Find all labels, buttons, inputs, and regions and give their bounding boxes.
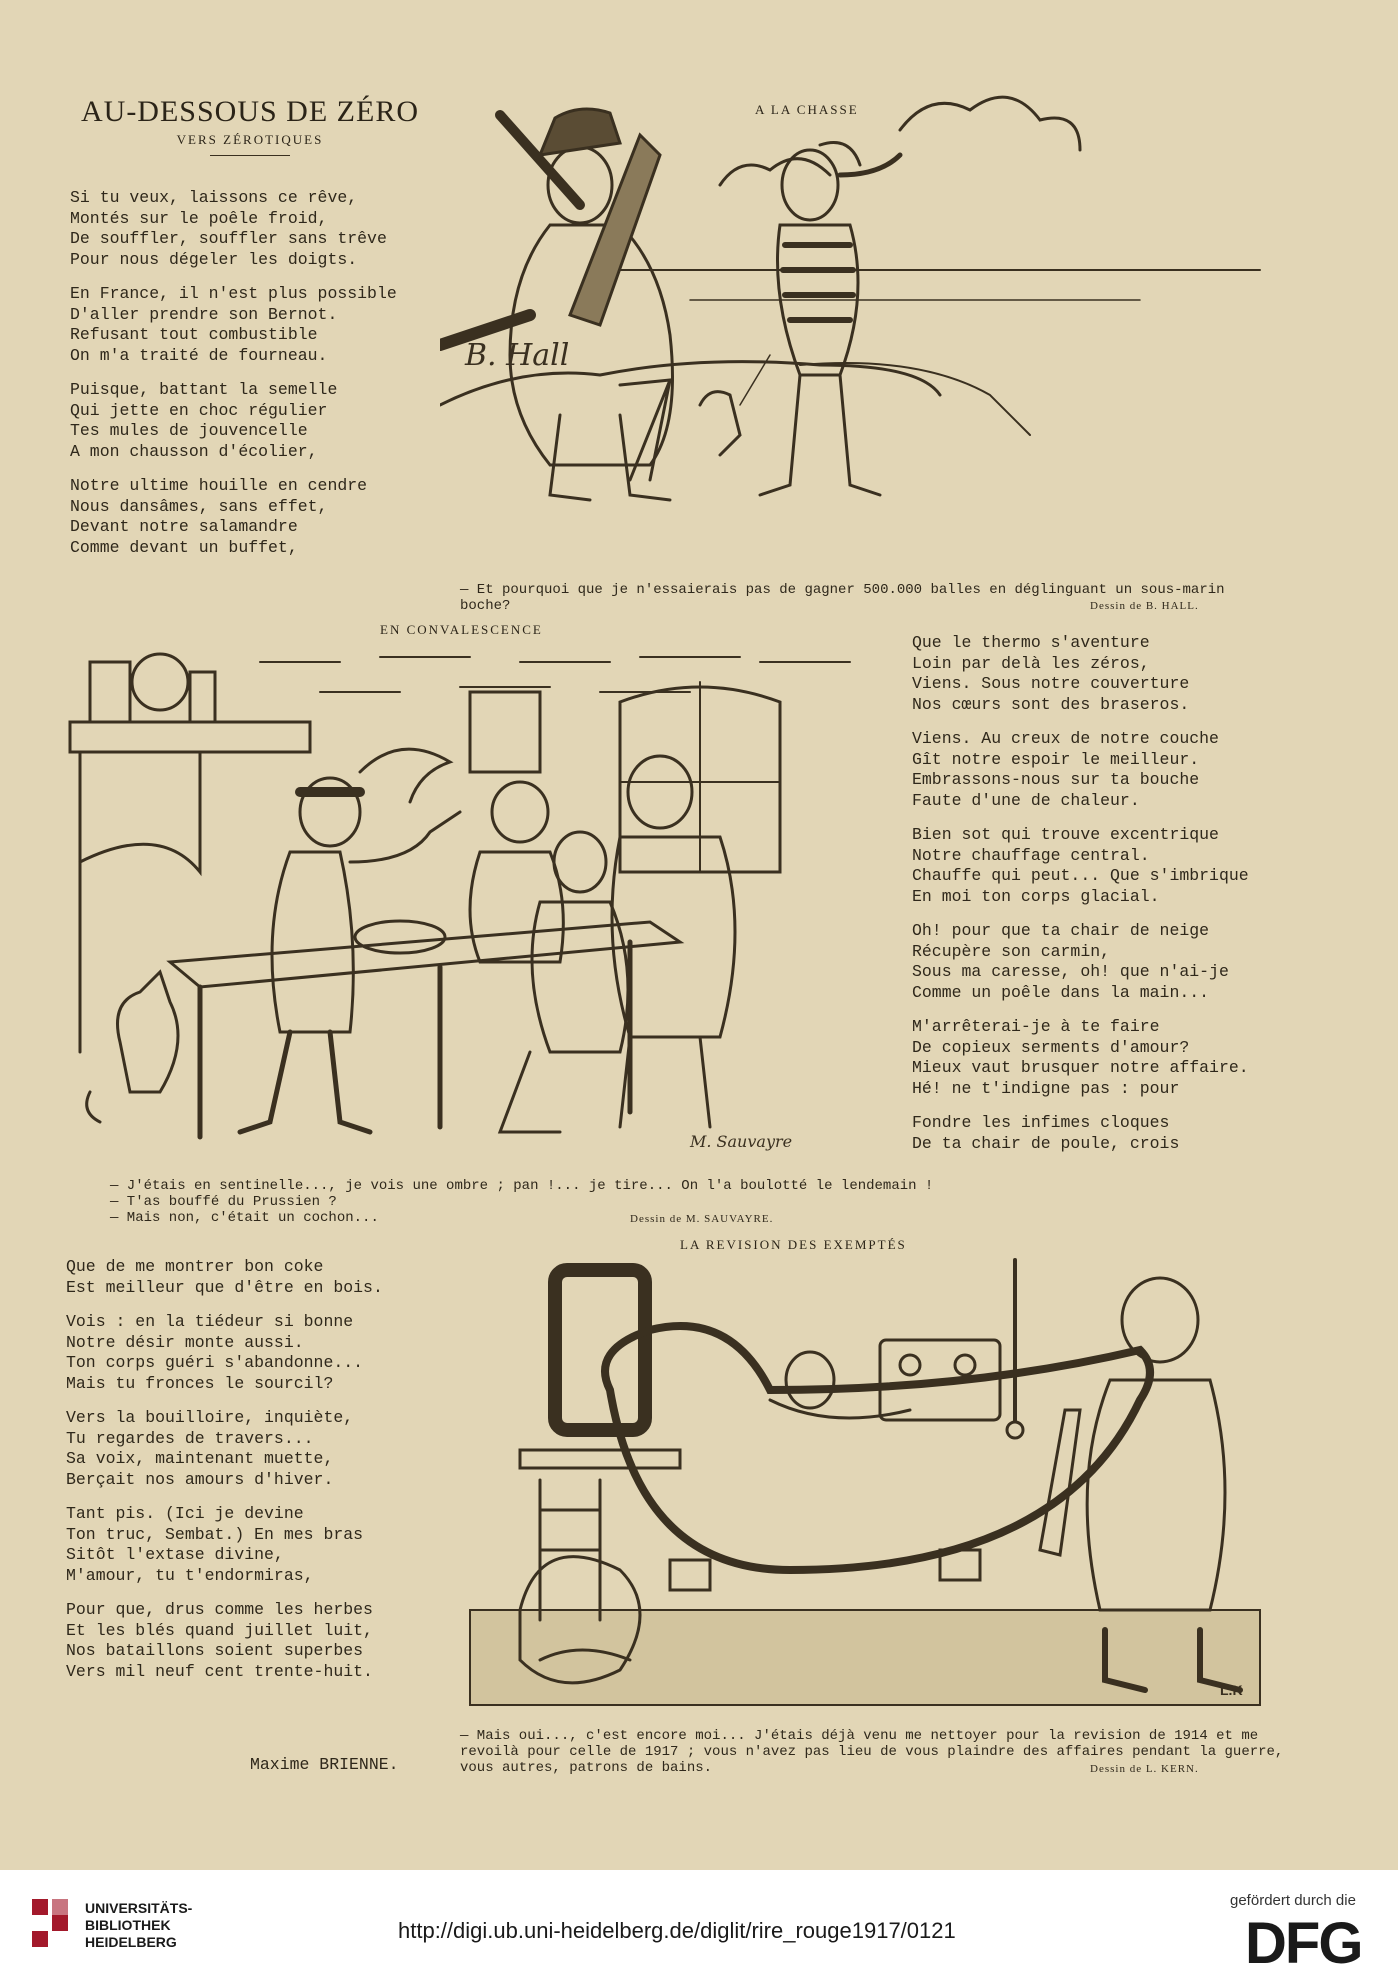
illustration-heading-revision: LA REVISION DES EXEMPTÉS xyxy=(680,1237,907,1252)
poem-stanza: Pour que, drus comme les herbes Et les blés quand juillet luit, Nos bataillons soient superbes Vers mil neuf cent trente-huit. xyxy=(66,1600,373,1681)
poem-stanza: Puisque, battant la semelle Qui jette en choc régulier Tes mules de jouvencelle A mon chausson d'écolier, xyxy=(70,380,338,461)
poem-stanza: Vers la bouilloire, inquiète, Tu regardes de travers... Sa voix, maintenant muette, Berçait nos amours d'hiver. xyxy=(66,1408,354,1489)
caption-convalescence: — J'étais en sentinelle..., je vois une ombre ; pan !... je tire... On l'a boulotté le lendemain ! — T'as bouffé du Prussien ? — Mais non, c'était un cochon... xyxy=(110,1178,934,1226)
poem-stanza: Notre ultime houille en cendre Nous dansâmes, sans effet, Devant notre salamandre Comme devant un buffet, xyxy=(70,476,368,557)
credit-revision: Dessin de L. KERN. xyxy=(1090,1763,1199,1775)
illustration-revision xyxy=(460,1250,1280,1725)
title-divider xyxy=(210,155,290,156)
page-subtitle: VERS ZÉROTIQUES xyxy=(176,132,324,147)
poem-stanza: Bien sot qui trouve excentrique Notre chauffage central. Chauffe qui peut... Que s'imbrique En moi ton corps glacial. xyxy=(912,825,1249,906)
poem-stanza: Si tu veux, laissons ce rêve, Montés sur le poêle froid, De souffler, souffler sans trêve Pour nous dégeler les doigts. xyxy=(70,188,387,269)
illustration-heading-convalescence: EN CONVALESCENCE xyxy=(380,622,543,637)
document-url-link[interactable]: http://digi.ub.uni-heidelberg.de/diglit/rire_rouge1917/0121 xyxy=(398,1918,956,1943)
poem-stanza: Fondre les infimes cloques De ta chair de poule, crois xyxy=(912,1113,1180,1153)
caption-chasse: — Et pourquoi que je n'essaierais pas de gagner 500.000 balles en déglinguant un sous-marin boche? xyxy=(460,582,1225,614)
poem-signature: Maxime BRIENNE. xyxy=(250,1755,399,1774)
library-name: UNIVERSITÄTS- BIBLIOTHEK HEIDELBERG xyxy=(85,1900,193,1950)
poem-column-3 xyxy=(66,1257,406,1696)
illustration-convalescence xyxy=(60,642,900,1167)
university-logo-icon xyxy=(28,1895,74,1955)
funder-label: gefördert durch die xyxy=(1230,1892,1356,1909)
poem-stanza: Tant pis. (Ici je devine Ton truc, Sembat.) En mes bras Sitôt l'extase divine, M'amour, tu t'endormiras, xyxy=(66,1504,364,1585)
credit-chasse: Dessin de B. HALL. xyxy=(1090,600,1199,612)
poem-stanza: Que le thermo s'aventure Loin par delà les zéros, Viens. Sous notre couverture Nos cœurs sont des braseros. xyxy=(912,633,1190,714)
page-title: AU-DESSOUS DE ZÉRO xyxy=(80,95,419,128)
poem-column-1 xyxy=(70,188,397,572)
illustration-signature: L.K xyxy=(1220,1682,1243,1698)
poem-stanza: Vois : en la tiédeur si bonne Notre désir monte aussi. Ton corps guéri s'abandonne... Mais tu fronces le sourcil? xyxy=(66,1312,364,1393)
credit-convalescence: Dessin de M. SAUVAYRE. xyxy=(630,1213,774,1225)
illustration-signature: B. Hall xyxy=(465,338,570,373)
footer-bar xyxy=(0,1870,1398,1986)
caption-revision: — Mais oui..., c'est encore moi... J'étais déjà venu me nettoyer pour la revision de 1914 et me revoilà pour celle de 1917 ; vous n'avez pas lieu de vous plaindre des affaires pendant la guerre, vous autres, patrons de bains. xyxy=(460,1728,1284,1776)
dfg-logo: DFG xyxy=(1245,1911,1362,1976)
illustration-chasse xyxy=(440,75,1280,580)
poem-stanza: Oh! pour que ta chair de neige Récupère son carmin, Sous ma caresse, oh! que n'ai-je Comme un poêle dans la main... xyxy=(912,921,1229,1002)
poem-stanza: Viens. Au creux de notre couche Gît notre espoir le meilleur. Embrassons-nous sur ta bouche Faute d'une de chaleur. xyxy=(912,729,1219,810)
illustration-signature: M. Sauvayre xyxy=(690,1132,793,1151)
poem-column-2 xyxy=(912,633,1252,1168)
poem-stanza: En France, il n'est plus possible D'aller prendre son Bernot. Refusant tout combustible On m'a traité de fourneau. xyxy=(70,284,397,365)
poem-stanza: Que de me montrer bon coke Est meilleur que d'être en bois. xyxy=(66,1257,383,1297)
poem-stanza: M'arrêterai-je à te faire De copieux serments d'amour? Mieux vaut brusquer notre affaire. Hé! ne t'indigne pas : pour xyxy=(912,1017,1249,1098)
illustration-heading-chasse: A LA CHASSE xyxy=(755,102,859,117)
